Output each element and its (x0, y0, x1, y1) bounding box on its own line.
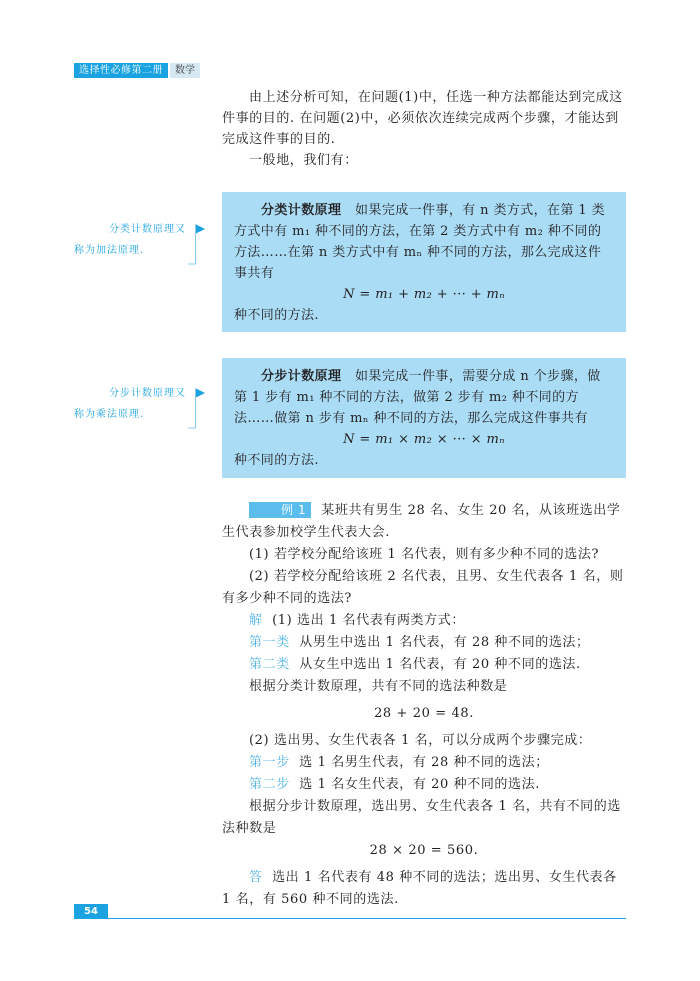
side-note-multiplication: 分步计数原理又 称为乘法原理. (74, 388, 186, 420)
footer-rule (108, 918, 626, 919)
answer: 答 选出 1 名代表有 48 种不同的选法；选出男、女生代表各 1 名，有 560 种不同的选法. (222, 870, 617, 907)
intro-section (222, 87, 626, 171)
principle-addition-body (234, 200, 614, 284)
solution-label: 解 (249, 613, 263, 628)
subject-label: 数学 (170, 63, 200, 78)
principle-title: 分步计数原理 (261, 369, 342, 384)
side-note-addition: 分类计数原理又 称为加法原理. (74, 224, 186, 256)
book-title: 选择性必修第二册 (74, 63, 168, 78)
solution-part-1-conclusion: 根据分类计数原理，共有不同的选法种数是 (249, 679, 508, 694)
solution-part-2-intro: (2) 选出男、女生代表各 1 名，可以分成两个步骤完成： (249, 733, 592, 748)
running-header (74, 63, 200, 78)
solution-step-1: 第一步 选 1 名男生代表，有 28 种不同的选法； (249, 755, 549, 770)
solution-formula-2: 28 × 20 = 560. (369, 843, 479, 858)
step-1-label: 第一步 (249, 755, 290, 770)
example-section (222, 500, 626, 911)
principle-text: 如果完成一件事，有 n 类方式，在第 1 类方式中有 m₁ 种不同的方法，在第 2 类方式中有 m₂ 种不同的方法……在第 n 类方式中有 mₙ 种不同的方法，那么完成这件事共有 (234, 203, 605, 281)
principle-formula: N = m₁ + m₂ + ··· + mₙ (343, 287, 505, 302)
intro-lead: 一般地，我们有： (249, 153, 358, 168)
principle-multiplication-box (222, 358, 626, 478)
solution-formula-1: 28 + 20 = 48. (374, 706, 474, 721)
principle-formula: N = m₁ × m₂ × ··· × mₙ (343, 432, 505, 447)
principle-multiplication-body (234, 366, 614, 429)
solution-part-1-intro: 解 (1) 选出 1 名代表有两类方式： (249, 613, 465, 628)
principle-tail: 种不同的方法. (234, 308, 319, 323)
example-question-1: (1) 若学校分配给该班 1 名代表，则有多少种不同的选法? (249, 547, 600, 562)
answer-label: 答 (249, 870, 263, 885)
page-number: 54 (74, 904, 108, 919)
example-tag: 例 1 (249, 502, 311, 518)
solution-step-2: 第二步 选 1 名女生代表，有 20 种不同的选法. (249, 777, 540, 792)
flag-marker-icon (188, 222, 208, 272)
flag-marker-icon (188, 386, 208, 436)
class-1-label: 第一类 (249, 635, 290, 650)
class-2-label: 第二类 (249, 657, 290, 672)
intro-paragraph: 由上述分析可知，在问题(1)中，任选一种方法都能达到完成这件事的目的. 在问题(2)中，必须依次连续完成两个步骤，才能达到完成这件事的目的. (222, 90, 623, 147)
solution-class-2: 第二类 从女生中选出 1 名代表，有 20 种不同的选法. (249, 657, 581, 672)
example-question-2: (2) 若学校分配给该班 2 名代表，且男、女生代表各 1 名，则有多少种不同的选法? (222, 569, 624, 606)
example-problem: 例 1 某班共有男生 28 名、女生 20 名，从该班选出学生代表参加校学生代表大会. (222, 503, 621, 540)
solution-class-1: 第一类 从男生中选出 1 名代表，有 28 种不同的选法； (249, 635, 590, 650)
principle-text: 如果完成一件事，需要分成 n 个步骤，做第 1 步有 m₁ 种不同的方法，做第 2 步有 m₂ 种不同的方法……做第 n 步有 mₙ 种不同的方法，那么完成这件事共有 (234, 369, 601, 426)
solution-part-2-conclusion: 根据分步计数原理，选出男、女生代表各 1 名，共有不同的选法种数是 (222, 799, 621, 836)
principle-title: 分类计数原理 (261, 203, 342, 218)
principle-tail: 种不同的方法. (234, 453, 319, 468)
principle-addition-box (222, 192, 626, 332)
step-2-label: 第二步 (249, 777, 290, 792)
